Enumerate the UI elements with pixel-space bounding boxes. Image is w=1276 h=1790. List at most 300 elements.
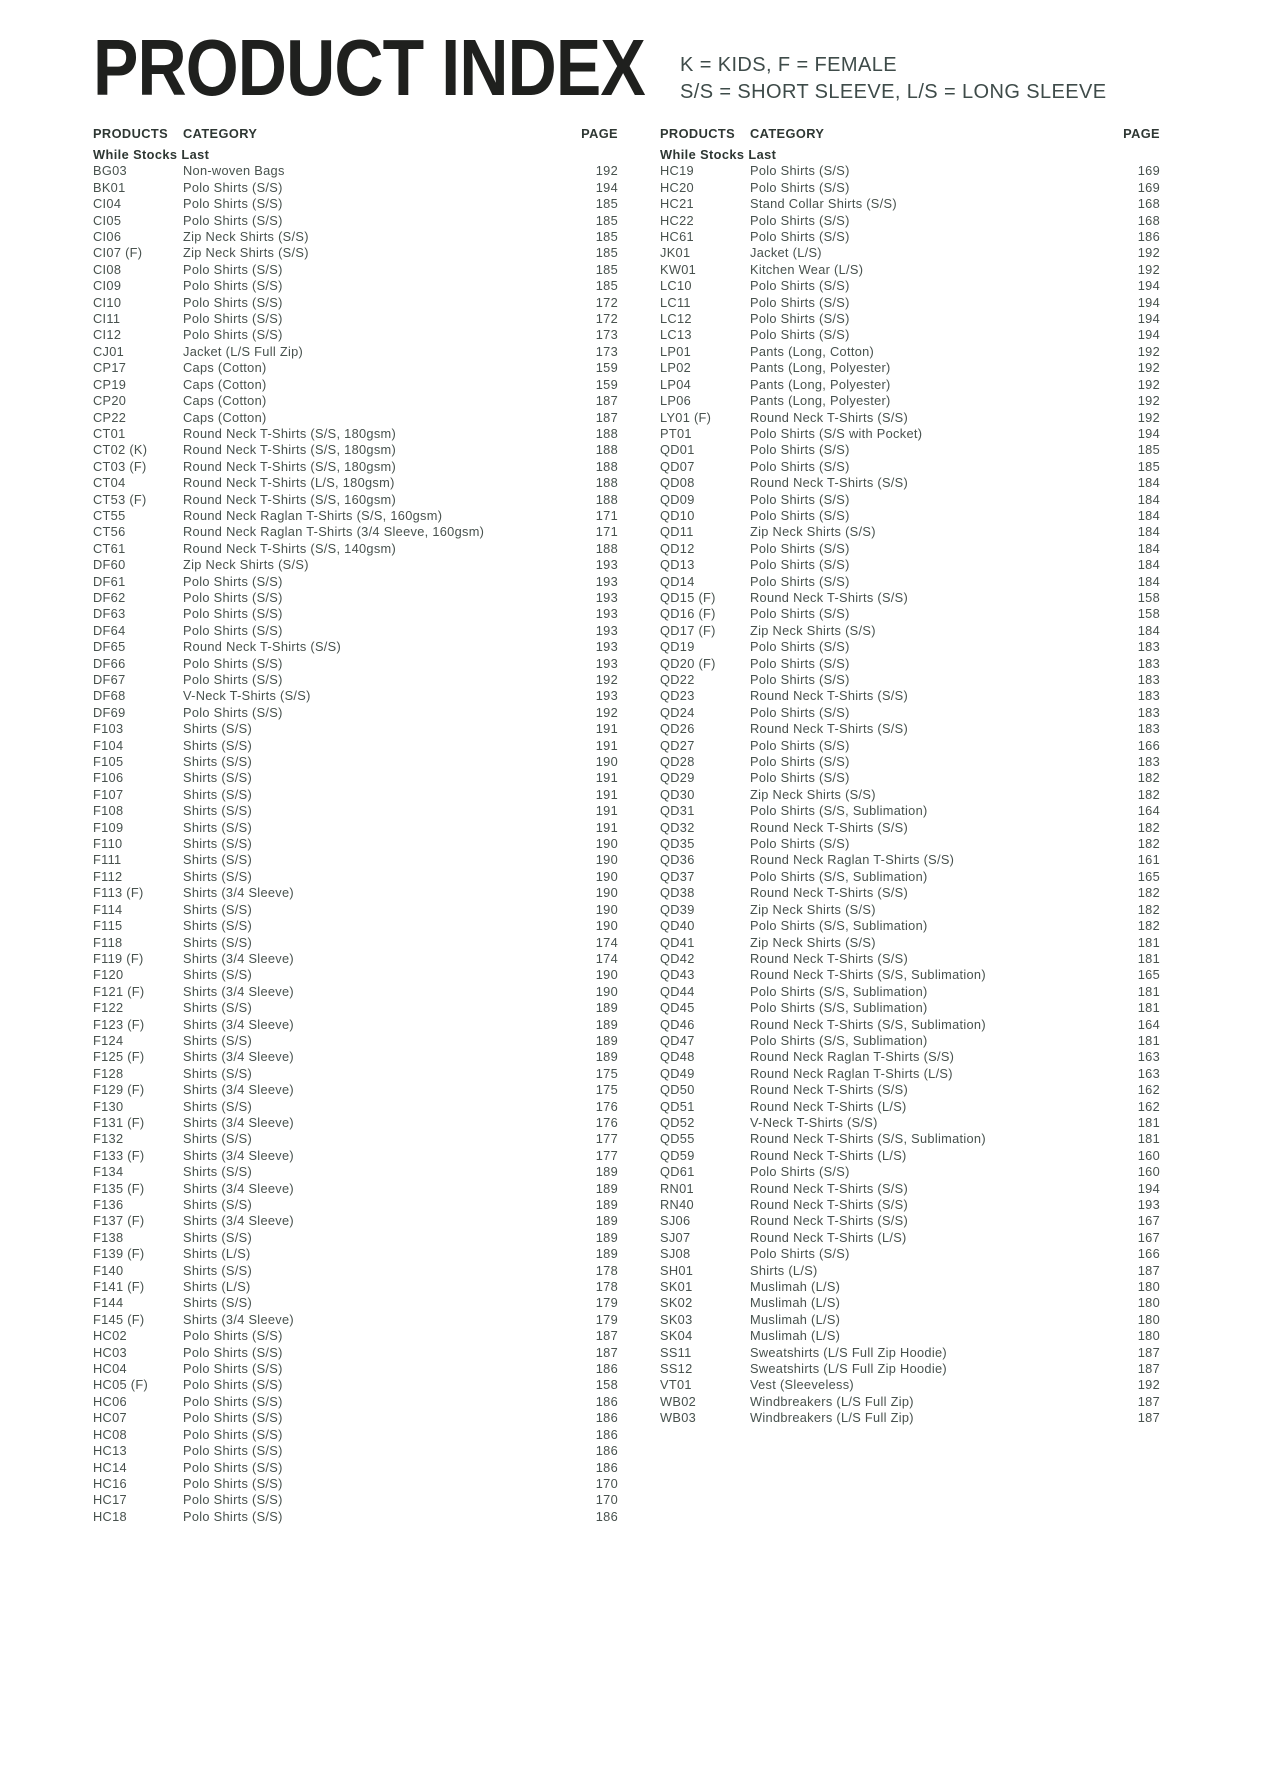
product-category: Round Neck T-Shirts (S/S, 140gsm) — [183, 540, 397, 556]
product-category: Polo Shirts (S/S) — [183, 622, 283, 638]
product-category: Polo Shirts (S/S) — [183, 179, 283, 195]
product-code: QD13 — [660, 557, 695, 573]
product-category: Zip Neck Shirts (S/S) — [750, 524, 876, 540]
table-row — [660, 1312, 1160, 1328]
product-category: Round Neck T-Shirts (S/S) — [750, 885, 909, 901]
table-row — [93, 1263, 618, 1279]
table-row — [93, 738, 618, 754]
product-page: 190 — [595, 967, 618, 983]
product-category: Round Neck T-Shirts (S/S) — [750, 721, 909, 737]
table-row — [660, 426, 1160, 442]
product-page: 182 — [1137, 786, 1160, 802]
product-category: Round Neck T-Shirts (S/S, 180gsm) — [183, 458, 397, 474]
product-category: Zip Neck Shirts (S/S) — [750, 622, 876, 638]
table-row — [660, 688, 1160, 704]
product-page: 180 — [1137, 1311, 1160, 1327]
table-row — [93, 1460, 618, 1476]
product-code: QD20 (F) — [660, 655, 716, 671]
products-header: PRODUCTS — [93, 126, 169, 141]
product-category: Shirts (3/4 Sleeve) — [183, 983, 294, 999]
product-category: Vest (Sleeveless) — [750, 1377, 854, 1393]
product-page: 187 — [595, 393, 618, 409]
product-category: Pants (Long, Cotton) — [750, 343, 875, 359]
product-code: F137 (F) — [93, 1213, 145, 1229]
product-category: Shirts (S/S) — [183, 934, 253, 950]
table-row — [660, 295, 1160, 311]
product-code: DF61 — [93, 573, 126, 589]
table-row — [93, 1312, 618, 1328]
product-code: QD19 — [660, 639, 695, 655]
product-category: Shirts (S/S) — [183, 918, 253, 934]
product-category: Polo Shirts (S/S) — [183, 1426, 283, 1442]
table-row — [660, 820, 1160, 836]
product-category: Round Neck T-Shirts (S/S, 160gsm) — [183, 491, 397, 507]
product-category: Round Neck T-Shirts (L/S, 180gsm) — [183, 475, 395, 491]
product-category: Polo Shirts (S/S) — [183, 278, 283, 294]
product-code: QD41 — [660, 934, 695, 950]
product-code: QD48 — [660, 1049, 695, 1065]
table-row — [660, 787, 1160, 803]
table-row — [660, 1213, 1160, 1229]
product-category: Polo Shirts (S/S) — [183, 704, 283, 720]
product-code: LC11 — [660, 294, 691, 310]
product-category: Muslimah (L/S) — [750, 1311, 841, 1327]
product-code: QD10 — [660, 507, 695, 523]
product-page: 186 — [595, 1410, 618, 1426]
product-category: Round Neck T-Shirts (S/S) — [750, 1082, 909, 1098]
product-page: 190 — [595, 754, 618, 770]
product-category: Polo Shirts (S/S with Pocket) — [750, 425, 923, 441]
product-category: Zip Neck Shirts (S/S) — [183, 245, 309, 261]
product-category: Muslimah (L/S) — [750, 1279, 841, 1295]
product-category: Polo Shirts (S/S) — [750, 491, 850, 507]
product-page: 186 — [595, 1459, 618, 1475]
table-row — [93, 163, 618, 179]
product-code: SK03 — [660, 1311, 693, 1327]
table-row — [660, 475, 1160, 491]
table-row — [93, 541, 618, 557]
table-row — [93, 1279, 618, 1295]
product-code: CT01 — [93, 425, 126, 441]
product-page: 191 — [595, 786, 618, 802]
product-code: SJ08 — [660, 1246, 691, 1262]
table-row — [93, 967, 618, 983]
product-page: 162 — [1137, 1082, 1160, 1098]
product-page: 185 — [1137, 458, 1160, 474]
product-page: 181 — [1137, 1114, 1160, 1130]
table-row — [93, 524, 618, 540]
product-code: QD50 — [660, 1082, 695, 1098]
product-category: Windbreakers (L/S Full Zip) — [750, 1410, 914, 1426]
table-row — [93, 672, 618, 688]
product-category: Shirts (3/4 Sleeve) — [183, 1311, 294, 1327]
product-page: 170 — [595, 1492, 618, 1508]
product-category: Sweatshirts (L/S Full Zip Hoodie) — [750, 1344, 947, 1360]
product-page: 166 — [1137, 1246, 1160, 1262]
product-code: QD38 — [660, 885, 695, 901]
table-row — [660, 541, 1160, 557]
table-row — [660, 262, 1160, 278]
table-row — [93, 1427, 618, 1443]
table-row — [660, 1148, 1160, 1164]
product-category: V-Neck T-Shirts (S/S) — [183, 688, 311, 704]
table-row — [93, 803, 618, 819]
product-code: QD28 — [660, 754, 695, 770]
table-row — [93, 1148, 618, 1164]
page-header: PAGE — [581, 126, 618, 141]
product-code: F138 — [93, 1229, 124, 1245]
product-page: 185 — [595, 229, 618, 245]
product-code: CT04 — [93, 475, 126, 491]
section-label-while-stocks-last: While Stocks Last — [93, 147, 210, 162]
product-code: CI11 — [93, 311, 121, 327]
product-page: 165 — [1137, 967, 1160, 983]
table-row — [93, 1017, 618, 1033]
product-category: Polo Shirts (S/S) — [183, 1443, 283, 1459]
product-page: 184 — [1137, 557, 1160, 573]
product-page: 172 — [595, 294, 618, 310]
product-page: 192 — [1137, 376, 1160, 392]
table-row — [660, 721, 1160, 737]
product-code: HC06 — [93, 1393, 127, 1409]
product-code: F139 (F) — [93, 1246, 145, 1262]
product-category: Polo Shirts (S/S) — [750, 458, 850, 474]
product-page: 188 — [595, 475, 618, 491]
product-page: 173 — [595, 343, 618, 359]
product-code: F132 — [93, 1131, 124, 1147]
product-page: 188 — [595, 442, 618, 458]
product-code: F121 (F) — [93, 983, 145, 999]
product-category: Windbreakers (L/S Full Zip) — [750, 1393, 914, 1409]
product-code: CP19 — [93, 376, 127, 392]
product-category: Shirts (S/S) — [183, 721, 253, 737]
product-code: F133 (F) — [93, 1147, 145, 1163]
product-page: 188 — [595, 491, 618, 507]
products-header: PRODUCTS — [660, 126, 736, 141]
product-page: 192 — [1137, 1377, 1160, 1393]
product-page: 177 — [595, 1147, 618, 1163]
product-code: F107 — [93, 786, 124, 802]
product-category: Shirts (S/S) — [183, 1295, 253, 1311]
product-code: CI05 — [93, 212, 122, 228]
table-row — [660, 393, 1160, 409]
table-row — [660, 360, 1160, 376]
product-page: 179 — [595, 1295, 618, 1311]
table-row — [93, 1164, 618, 1180]
table-row — [93, 1197, 618, 1213]
table-row — [660, 902, 1160, 918]
product-code: HC17 — [93, 1492, 127, 1508]
legend — [680, 52, 1106, 106]
table-row — [93, 754, 618, 770]
product-category: Polo Shirts (S/S) — [183, 196, 283, 212]
product-category: Shirts (3/4 Sleeve) — [183, 1049, 294, 1065]
product-page: 163 — [1137, 1065, 1160, 1081]
product-page: 191 — [595, 803, 618, 819]
product-rows-right — [660, 163, 1160, 1426]
table-row — [660, 1394, 1160, 1410]
product-page: 189 — [595, 1000, 618, 1016]
product-page: 169 — [1137, 163, 1160, 179]
table-row — [93, 1492, 618, 1508]
product-code: DF66 — [93, 655, 126, 671]
table-row — [93, 1345, 618, 1361]
product-page: 187 — [595, 409, 618, 425]
product-category: Shirts (S/S) — [183, 803, 253, 819]
product-page: 183 — [1137, 704, 1160, 720]
table-row — [93, 918, 618, 934]
product-code: F114 — [93, 901, 123, 917]
product-code: CI06 — [93, 229, 122, 245]
product-page: 178 — [595, 1262, 618, 1278]
product-category: Zip Neck Shirts (S/S) — [750, 786, 876, 802]
product-category: Round Neck T-Shirts (S/S) — [750, 950, 909, 966]
product-page: 173 — [595, 327, 618, 343]
table-row — [660, 459, 1160, 475]
product-code: QD61 — [660, 1164, 695, 1180]
product-page: 188 — [595, 540, 618, 556]
product-page: 192 — [1137, 393, 1160, 409]
product-page: 175 — [595, 1082, 618, 1098]
category-header: CATEGORY — [183, 126, 258, 141]
product-page: 194 — [1137, 294, 1160, 310]
product-page: 194 — [595, 179, 618, 195]
product-code: LP01 — [660, 343, 692, 359]
product-page: 192 — [1137, 360, 1160, 376]
product-page: 164 — [1137, 803, 1160, 819]
product-category: Round Neck T-Shirts (S/S) — [750, 409, 909, 425]
product-code: F111 — [93, 852, 122, 868]
product-category: V-Neck T-Shirts (S/S) — [750, 1114, 878, 1130]
product-code: F108 — [93, 803, 124, 819]
product-code: LC12 — [660, 311, 692, 327]
product-code: SJ07 — [660, 1229, 691, 1245]
product-code: CT02 (K) — [93, 442, 148, 458]
table-row — [93, 1394, 618, 1410]
product-category: Polo Shirts (S/S) — [750, 606, 850, 622]
product-category: Shirts (3/4 Sleeve) — [183, 1114, 294, 1130]
table-row — [660, 196, 1160, 212]
table-row — [660, 1099, 1160, 1115]
product-category: Polo Shirts (S/S) — [183, 1344, 283, 1360]
product-category: Jacket (L/S) — [750, 245, 822, 261]
table-row — [93, 180, 618, 196]
product-category: Round Neck T-Shirts (L/S) — [750, 1098, 907, 1114]
product-page: 190 — [595, 868, 618, 884]
product-category: Round Neck T-Shirts (L/S) — [750, 1147, 907, 1163]
product-category: Shirts (S/S) — [183, 852, 253, 868]
table-row — [660, 1295, 1160, 1311]
product-category: Shirts (S/S) — [183, 786, 253, 802]
table-row — [93, 1230, 618, 1246]
product-code: F125 (F) — [93, 1049, 145, 1065]
product-category: Polo Shirts (S/S) — [183, 261, 283, 277]
product-code: HC16 — [93, 1475, 127, 1491]
product-page: 181 — [1137, 950, 1160, 966]
table-row — [93, 426, 618, 442]
product-category: Shirts (S/S) — [183, 1229, 253, 1245]
product-code: QD30 — [660, 786, 695, 802]
product-category: Polo Shirts (S/S) — [183, 311, 283, 327]
product-code: CI10 — [93, 294, 122, 310]
product-page: 189 — [595, 1164, 618, 1180]
product-code: QD22 — [660, 672, 695, 687]
product-code: HC22 — [660, 212, 694, 228]
product-page: 187 — [595, 1344, 618, 1360]
table-row — [660, 1049, 1160, 1065]
product-category: Polo Shirts (S/S) — [183, 1393, 283, 1409]
product-category: Polo Shirts (S/S) — [183, 672, 283, 687]
product-category: Kitchen Wear (L/S) — [750, 261, 864, 277]
product-code: HC21 — [660, 196, 694, 212]
table-row — [660, 639, 1160, 655]
product-category: Polo Shirts (S/S) — [750, 229, 850, 245]
product-code: LC10 — [660, 278, 692, 294]
product-page: 185 — [595, 261, 618, 277]
product-page: 183 — [1137, 672, 1160, 687]
table-row — [660, 656, 1160, 672]
table-row — [660, 984, 1160, 1000]
table-row — [93, 623, 618, 639]
product-category: Polo Shirts (S/S) — [183, 655, 283, 671]
table-row — [93, 885, 618, 901]
product-code: QD08 — [660, 475, 695, 491]
product-page: 192 — [1137, 343, 1160, 359]
product-category: Jacket (L/S Full Zip) — [183, 343, 304, 359]
product-category: Round Neck T-Shirts (S/S) — [183, 639, 342, 655]
product-code: F134 — [93, 1164, 124, 1180]
product-page: 192 — [1137, 245, 1160, 261]
product-code: QD09 — [660, 491, 695, 507]
table-row — [93, 656, 618, 672]
product-code: CT61 — [93, 540, 126, 556]
product-page: 193 — [595, 639, 618, 655]
product-code: KW01 — [660, 261, 697, 277]
product-page: 191 — [595, 770, 618, 786]
table-row — [93, 492, 618, 508]
table-row — [660, 836, 1160, 852]
product-page: 182 — [1137, 885, 1160, 901]
table-row — [660, 1279, 1160, 1295]
product-code: LP04 — [660, 376, 692, 392]
product-code: F135 (F) — [93, 1180, 145, 1196]
product-page: 184 — [1137, 622, 1160, 638]
product-category: Shirts (3/4 Sleeve) — [183, 1147, 294, 1163]
product-page: 168 — [1137, 212, 1160, 228]
product-category: Sweatshirts (L/S Full Zip Hoodie) — [750, 1361, 947, 1377]
table-row — [93, 1295, 618, 1311]
product-category: Polo Shirts (S/S) — [750, 540, 850, 556]
product-code: CI08 — [93, 261, 122, 277]
product-code: CT03 (F) — [93, 458, 147, 474]
table-row — [93, 721, 618, 737]
product-page: 187 — [1137, 1344, 1160, 1360]
product-category: Polo Shirts (S/S, Sublimation) — [750, 803, 928, 819]
product-page: 190 — [595, 983, 618, 999]
table-row — [660, 869, 1160, 885]
product-code: QD26 — [660, 721, 695, 737]
product-category: Polo Shirts (S/S) — [750, 672, 850, 687]
product-code: LC13 — [660, 327, 692, 343]
product-code: F123 (F) — [93, 1016, 145, 1032]
table-row — [93, 935, 618, 951]
table-row — [660, 738, 1160, 754]
product-code: DF68 — [93, 688, 126, 704]
product-page: 181 — [1137, 1131, 1160, 1147]
section-label-while-stocks-last: While Stocks Last — [660, 147, 777, 162]
table-row — [93, 295, 618, 311]
product-page: 187 — [1137, 1410, 1160, 1426]
product-category: Zip Neck Shirts (S/S) — [750, 901, 876, 917]
product-code: F112 — [93, 868, 123, 884]
product-code: QD31 — [660, 803, 695, 819]
product-code: QD49 — [660, 1065, 695, 1081]
product-code: CP17 — [93, 360, 127, 376]
product-page: 184 — [1137, 540, 1160, 556]
table-row — [660, 1410, 1160, 1426]
table-row — [93, 1213, 618, 1229]
product-code: CT53 (F) — [93, 491, 147, 507]
product-page: 193 — [1137, 1197, 1160, 1212]
table-row — [93, 869, 618, 885]
product-category: Round Neck T-Shirts (S/S, Sublimation) — [750, 967, 986, 983]
product-code: F145 (F) — [93, 1311, 145, 1327]
product-code: RN40 — [660, 1197, 694, 1212]
product-category: Round Neck T-Shirts (L/S) — [750, 1229, 907, 1245]
product-code: HC19 — [660, 163, 694, 179]
table-row — [93, 1410, 618, 1426]
product-page: 158 — [1137, 606, 1160, 622]
product-page: 189 — [595, 1180, 618, 1196]
product-page: 191 — [595, 737, 618, 753]
product-page: 176 — [595, 1114, 618, 1130]
table-row — [93, 787, 618, 803]
product-category: Shirts (3/4 Sleeve) — [183, 1180, 294, 1196]
product-code: HC61 — [660, 229, 694, 245]
table-row — [660, 163, 1160, 179]
table-row — [660, 935, 1160, 951]
product-code: F118 — [93, 934, 123, 950]
product-category: Shirts (3/4 Sleeve) — [183, 1213, 294, 1229]
product-code: DF62 — [93, 589, 126, 605]
product-page: 163 — [1137, 1049, 1160, 1065]
product-category: Caps (Cotton) — [183, 376, 267, 392]
table-row — [660, 606, 1160, 622]
product-category: Caps (Cotton) — [183, 360, 267, 376]
table-row — [660, 623, 1160, 639]
product-page: 193 — [595, 573, 618, 589]
product-page: 190 — [595, 901, 618, 917]
product-page: 180 — [1137, 1279, 1160, 1295]
product-category: Polo Shirts (S/S) — [750, 294, 850, 310]
product-code: F141 (F) — [93, 1279, 145, 1295]
product-code: QD51 — [660, 1098, 695, 1114]
product-code: HC02 — [93, 1328, 127, 1344]
product-page: 193 — [595, 688, 618, 704]
product-page: 178 — [595, 1279, 618, 1295]
product-code: QD17 (F) — [660, 622, 716, 638]
product-page: 180 — [1137, 1328, 1160, 1344]
table-row — [660, 1263, 1160, 1279]
product-page: 190 — [595, 852, 618, 868]
product-page: 193 — [595, 589, 618, 605]
product-category: Polo Shirts (S/S) — [750, 327, 850, 343]
product-category: Polo Shirts (S/S, Sublimation) — [750, 1032, 928, 1048]
product-category: Pants (Long, Polyester) — [750, 376, 891, 392]
product-category: Round Neck T-Shirts (S/S) — [750, 688, 909, 704]
product-code: F124 — [93, 1032, 124, 1048]
product-category: Shirts (S/S) — [183, 1000, 253, 1016]
